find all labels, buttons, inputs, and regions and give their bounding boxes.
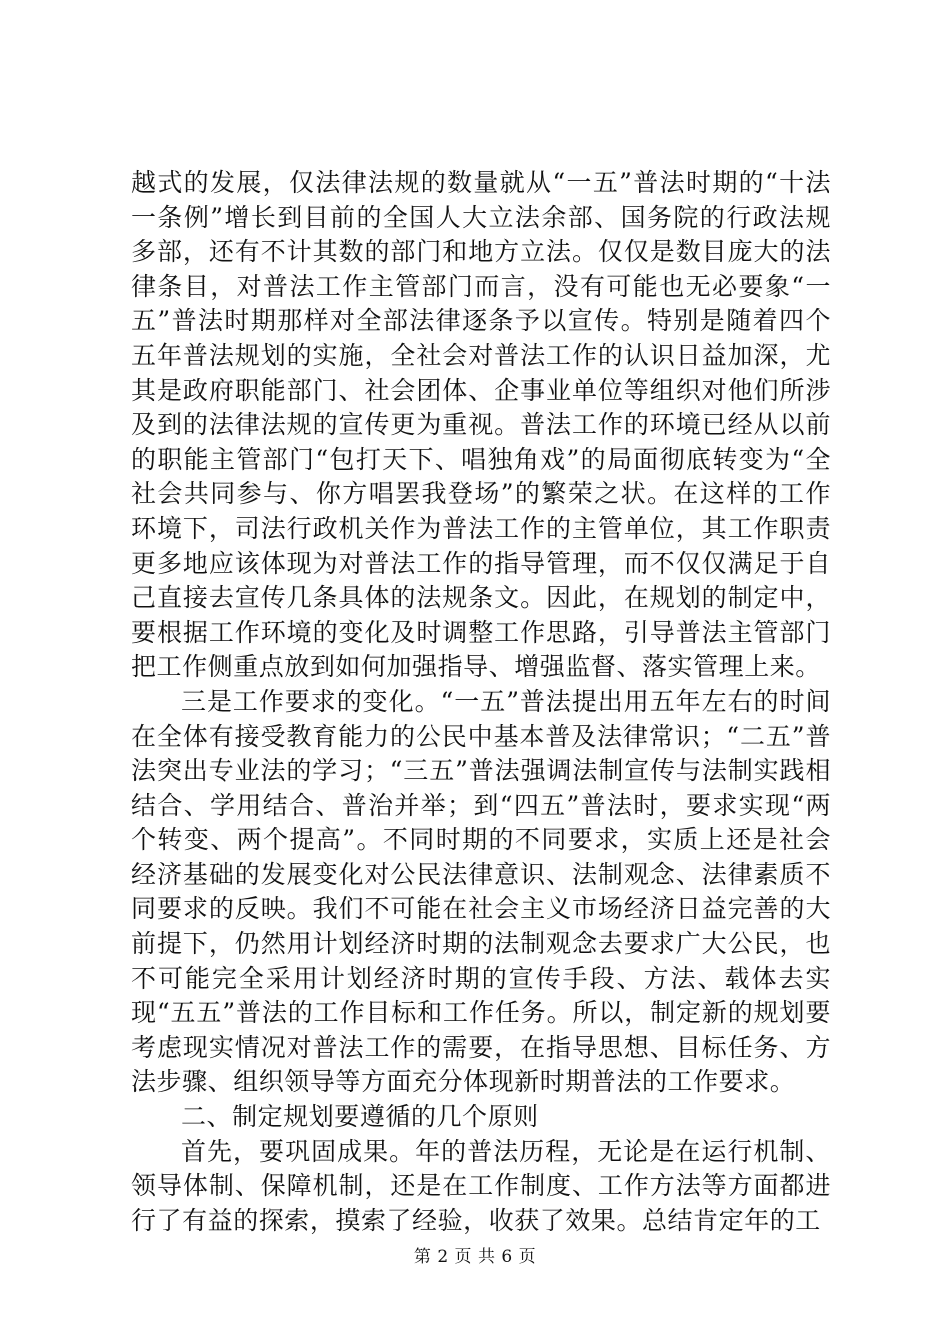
page-footer: 第 2 页 共 6 页 bbox=[413, 1247, 537, 1267]
paragraph-consolidate-results: 首先，要巩固成果。年的普法历程，无论是在运行机制、领导体制、保障机制，还是在工作制度、工作方法等方面都进行了有益的探索，摸索了经验，收获了效果。总结肯定年的工 bbox=[131, 1136, 831, 1235]
section-heading: 二、制定规划要遵循的几个原则 bbox=[181, 1102, 539, 1132]
paragraph-continued: 越式的发展，仅法律法规的数量就从“一五”普法时期的“十法一条例”增长到目前的全国人大立法余部、国务院的行政法规多部，还有不计其数的部门和地方立法。仅仅是数目庞大的法律条目，对普法工作主管部门而言，没有可能也无必要象“一五”普法时期那样对全部法律逐条予以宣传。特别是随着四个五年普法规划的实施，全社会对普法工作的认识日益加深，尤其是政府职能部门、社会团体、企事业单位等组织对他们所涉及到的法律法规的宣传更为重视。普法工作的环境已经从以前的职能主管部门“包打天下、唱独角戏”的局面彻底转变为“全社会共同参与、你方唱罢我登场”的繁荣之状。在这样的工作环境下，司法行政机关作为普法工作的主管单位，其工作职责更多地应该体现为对普法工作的指导管理，而不仅仅满足于自己直接去宣传几条具体的法规条文。因此，在规划的制定中，要根据工作环境的变化及时调整工作思路，引导普法主管部门把工作侧重点放到如何加强指导、增强监督、落实管理上来。 bbox=[131, 168, 831, 682]
paragraph-work-requirements: 三是工作要求的变化。“一五”普法提出用五年左右的时间在全体有接受教育能力的公民中基本普及法律常识；“二五”普法突出专业法的学习；“三五”普法强调法制宣传与法制实践相结合、学用结合、普治并举；到“四五”普法时，要求实现“两个转变、两个提高”。不同时期的不同要求，实质上还是社会经济基础的发展变化对公民法律意识、法制观念、法律素质不同要求的反映。我们不可能在社会主义市场经济日益完善的大前提下，仍然用计划经济时期的法制观念去要求广大公民，也不可能完全采用计划经济时期的宣传手段、方法、载体去实现“五五”普法的工作目标和工作任务。所以，制定新的规划要考虑现实情况对普法工作的需要，在指导思想、目标任务、方法步骤、组织领导等方面充分体现新时期普法的工作要求。 bbox=[131, 686, 831, 1097]
document-body bbox=[131, 166, 831, 1238]
